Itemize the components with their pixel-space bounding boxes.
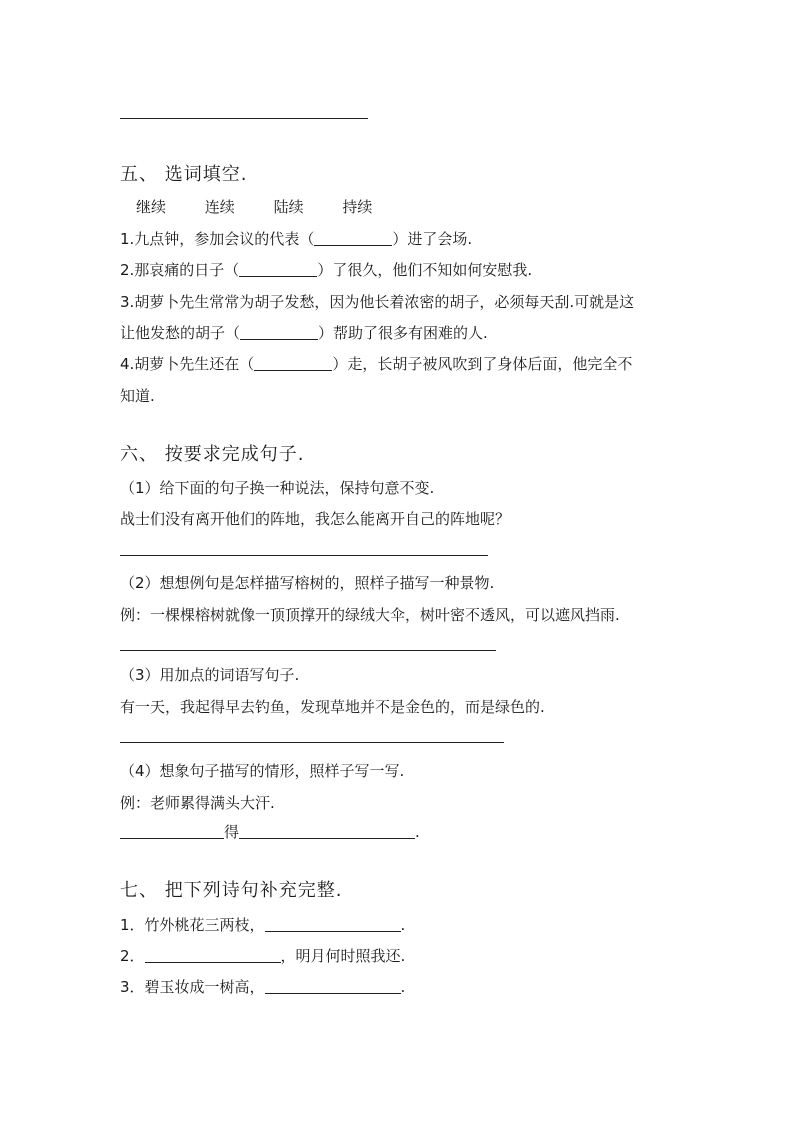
q6-2-instruction: （2）想想例句是怎样描写榕树的，照样子描写一种景物.	[120, 574, 495, 592]
question-text: ，明月何时照我还.	[280, 947, 406, 965]
question-text: ）了很久，他们不知如何安慰我.	[317, 261, 533, 279]
question-5-2	[120, 259, 532, 280]
answer-line[interactable]	[120, 650, 496, 651]
question-text: ）走，长胡子被风吹到了身体后面，他完全不	[332, 355, 633, 373]
question-text: 1．竹外桃花三两枝，	[120, 916, 265, 934]
word-option: 继续	[136, 198, 167, 216]
q6-3-sentence: 有一天，我起得早去钓鱼，发现草地并不是金色的，而是绿色的.	[120, 698, 545, 716]
poem-line-1	[120, 914, 405, 935]
q6-4-answer	[120, 821, 420, 842]
question-5-3-line2	[120, 322, 488, 343]
fill-blank[interactable]	[254, 356, 332, 371]
question-text: 2.那哀痛的日子（	[120, 261, 240, 279]
answer-line[interactable]	[120, 742, 504, 743]
section-5-title: 五、 选词填空.	[120, 164, 248, 185]
poem-line-2	[120, 945, 405, 966]
fill-blank[interactable]	[239, 824, 415, 839]
q6-4-instruction: （4）想象句子描写的情形，照样子写一写.	[120, 762, 405, 780]
question-5-3-line1: 3.胡萝卜先生常常为胡子发愁，因为他长着浓密的胡子，必须每天刮.可就是这	[120, 293, 635, 311]
question-text: 3．碧玉妆成一树高，	[120, 978, 265, 996]
fill-blank[interactable]	[239, 262, 317, 277]
answer-line-top[interactable]	[120, 118, 368, 119]
question-text: 得	[224, 823, 240, 841]
fill-blank[interactable]	[240, 325, 318, 340]
section-7-title: 七、 把下列诗句补充完整.	[120, 880, 343, 901]
word-option: 持续	[342, 198, 373, 216]
fill-blank[interactable]	[265, 979, 401, 994]
fill-blank[interactable]	[120, 824, 224, 839]
fill-blank[interactable]	[145, 948, 281, 963]
question-5-1	[120, 228, 472, 249]
q6-1-instruction: （1）给下面的句子换一种说法，保持句意不变.	[120, 479, 435, 497]
question-5-4	[120, 353, 632, 374]
question-text: 让他发愁的胡子（	[120, 324, 241, 342]
question-text: .	[415, 823, 420, 841]
fill-blank[interactable]	[314, 231, 392, 246]
poem-line-3	[120, 976, 405, 997]
q6-2-sentence: 例：一棵棵榕树就像一顶顶撑开的绿绒大伞，树叶密不透风，可以遮风挡雨.	[120, 606, 620, 624]
q6-4-example: 例：老师累得满头大汗.	[120, 794, 275, 812]
word-option: 连续	[204, 198, 235, 216]
question-text: 1.九点钟，参加会议的代表（	[120, 230, 315, 248]
word-bank	[136, 196, 406, 217]
question-text: 4.胡萝卜先生还在（	[120, 355, 255, 373]
answer-line[interactable]	[120, 555, 488, 556]
question-text: 2．	[120, 947, 145, 965]
question-5-4-line2: 知道.	[120, 387, 155, 405]
q6-3-instruction: （3）用加点的词语写句子.	[120, 666, 300, 684]
section-6-title: 六、 按要求完成句子.	[120, 444, 305, 465]
question-text: .	[400, 916, 406, 934]
fill-blank[interactable]	[265, 917, 401, 932]
question-text: ）进了会场.	[392, 230, 473, 248]
word-option: 陆续	[273, 198, 304, 216]
q6-1-sentence: 战士们没有离开他们的阵地，我怎么能离开自己的阵地呢？	[120, 510, 511, 528]
question-text: ）帮助了很多有困难的人.	[318, 324, 488, 342]
question-text: .	[400, 978, 406, 996]
